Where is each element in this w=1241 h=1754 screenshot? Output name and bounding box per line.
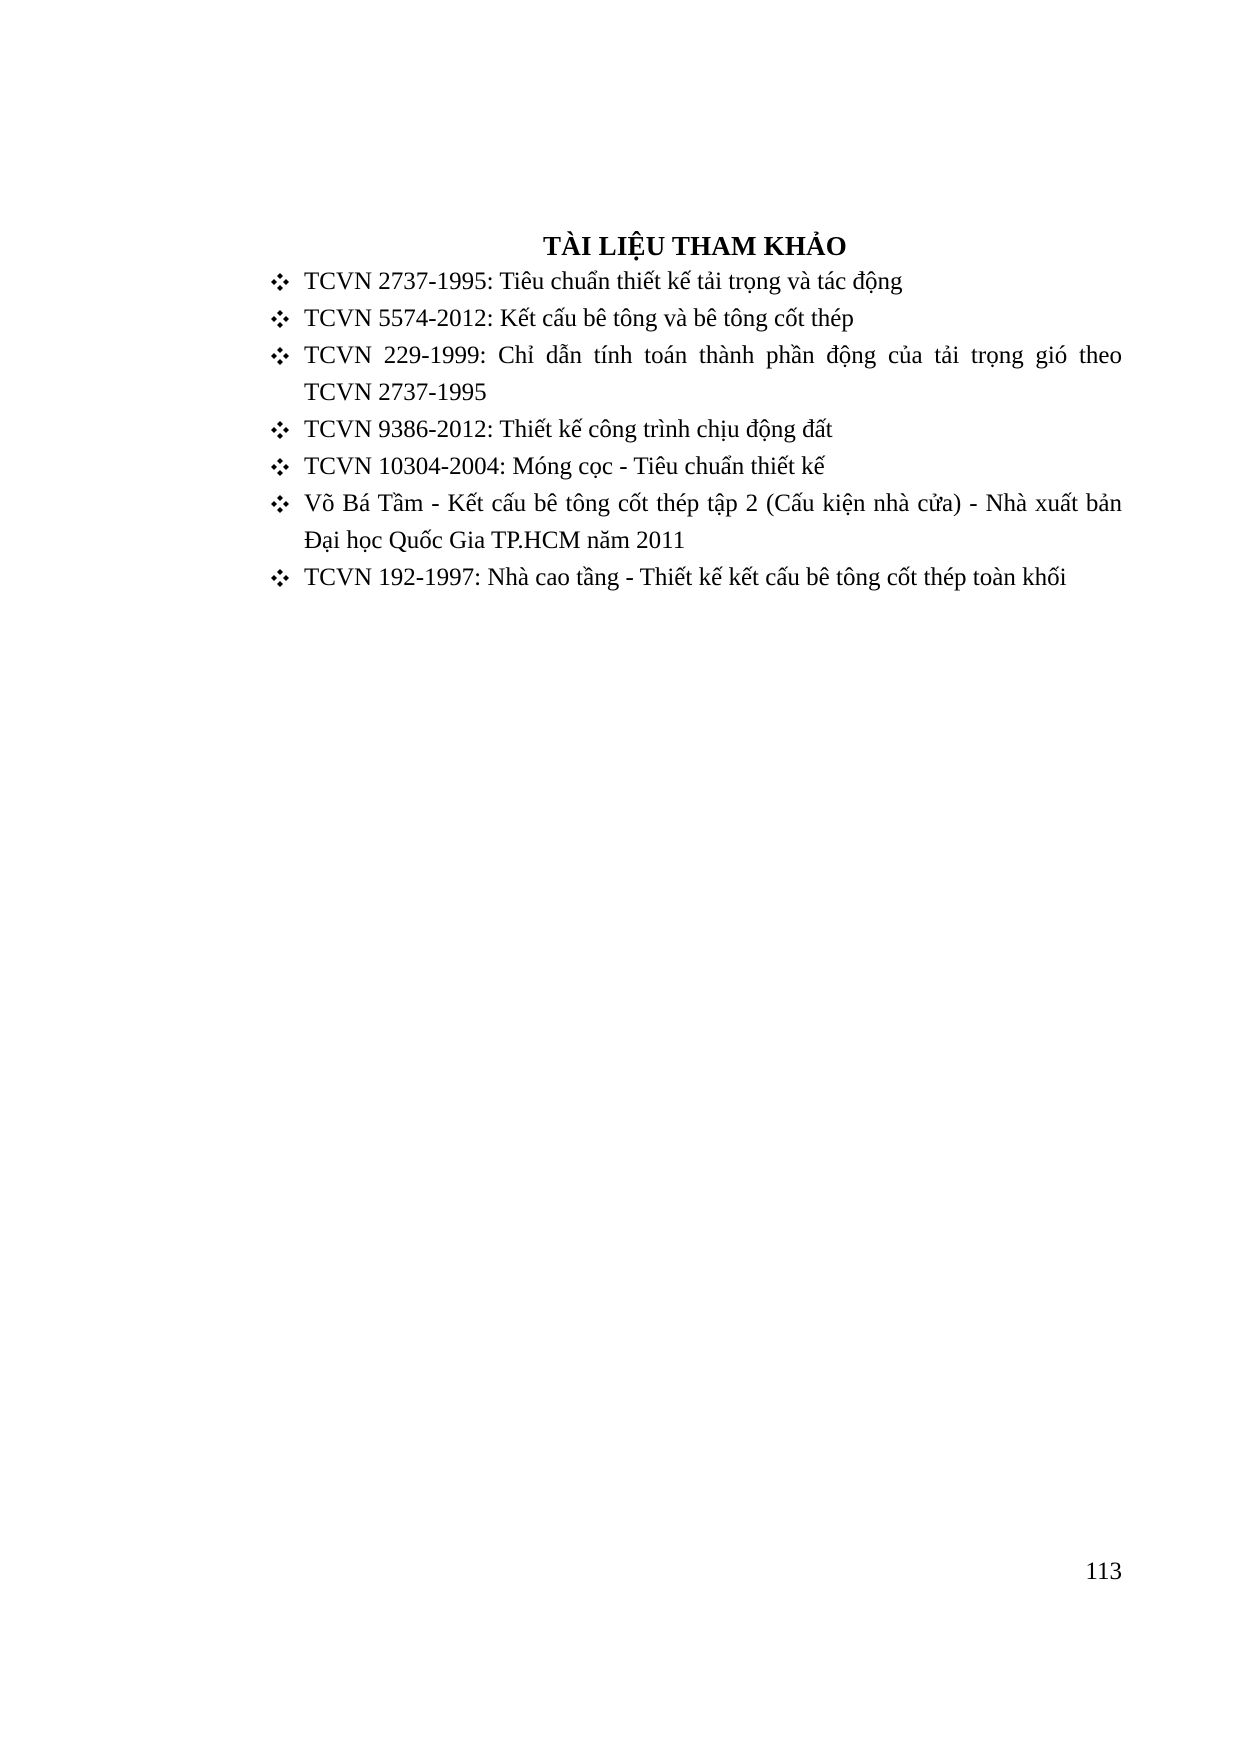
reference-text: TCVN 229-1999: Chỉ dẫn tính toán thành phần động của tải trọng gió theo TCVN 2737-1995	[304, 342, 1122, 406]
reference-text: TCVN 2737-1995: Tiêu chuẩn thiết kế tải trọng và tác động	[304, 268, 903, 295]
diamond-four-bullet-icon	[268, 485, 298, 522]
page-number: 113	[1085, 1558, 1122, 1585]
diamond-four-bullet-icon	[268, 448, 298, 485]
page-title: TÀI LIỆU THAM KHẢO	[543, 231, 847, 261]
reference-text: Võ Bá Tầm - Kết cấu bê tông cốt thép tập 2 (Cấu kiện nhà cửa) - Nhà xuất bản Đại học Quốc Gia TP.HCM năm 2011	[304, 490, 1122, 554]
reference-item	[268, 559, 1122, 596]
reference-text: TCVN 5574-2012: Kết cấu bê tông và bê tông cốt thép	[304, 305, 854, 332]
reference-item	[268, 263, 1122, 300]
diamond-four-bullet-icon	[268, 300, 298, 337]
reference-text: TCVN 9386-2012: Thiết kế công trình chịu động đất	[304, 416, 833, 443]
diamond-four-bullet-icon	[268, 337, 298, 374]
diamond-four-bullet-icon	[268, 559, 298, 596]
reference-list	[268, 263, 1122, 596]
reference-text: TCVN 10304-2004: Móng cọc - Tiêu chuẩn thiết kế	[304, 453, 825, 480]
reference-item	[268, 411, 1122, 448]
reference-item	[268, 448, 1122, 485]
reference-item	[268, 337, 1122, 411]
reference-item	[268, 300, 1122, 337]
reference-text: TCVN 192-1997: Nhà cao tầng - Thiết kế kết cấu bê tông cốt thép toàn khối	[304, 564, 1067, 591]
diamond-four-bullet-icon	[268, 263, 298, 300]
reference-item	[268, 485, 1122, 559]
diamond-four-bullet-icon	[268, 411, 298, 448]
